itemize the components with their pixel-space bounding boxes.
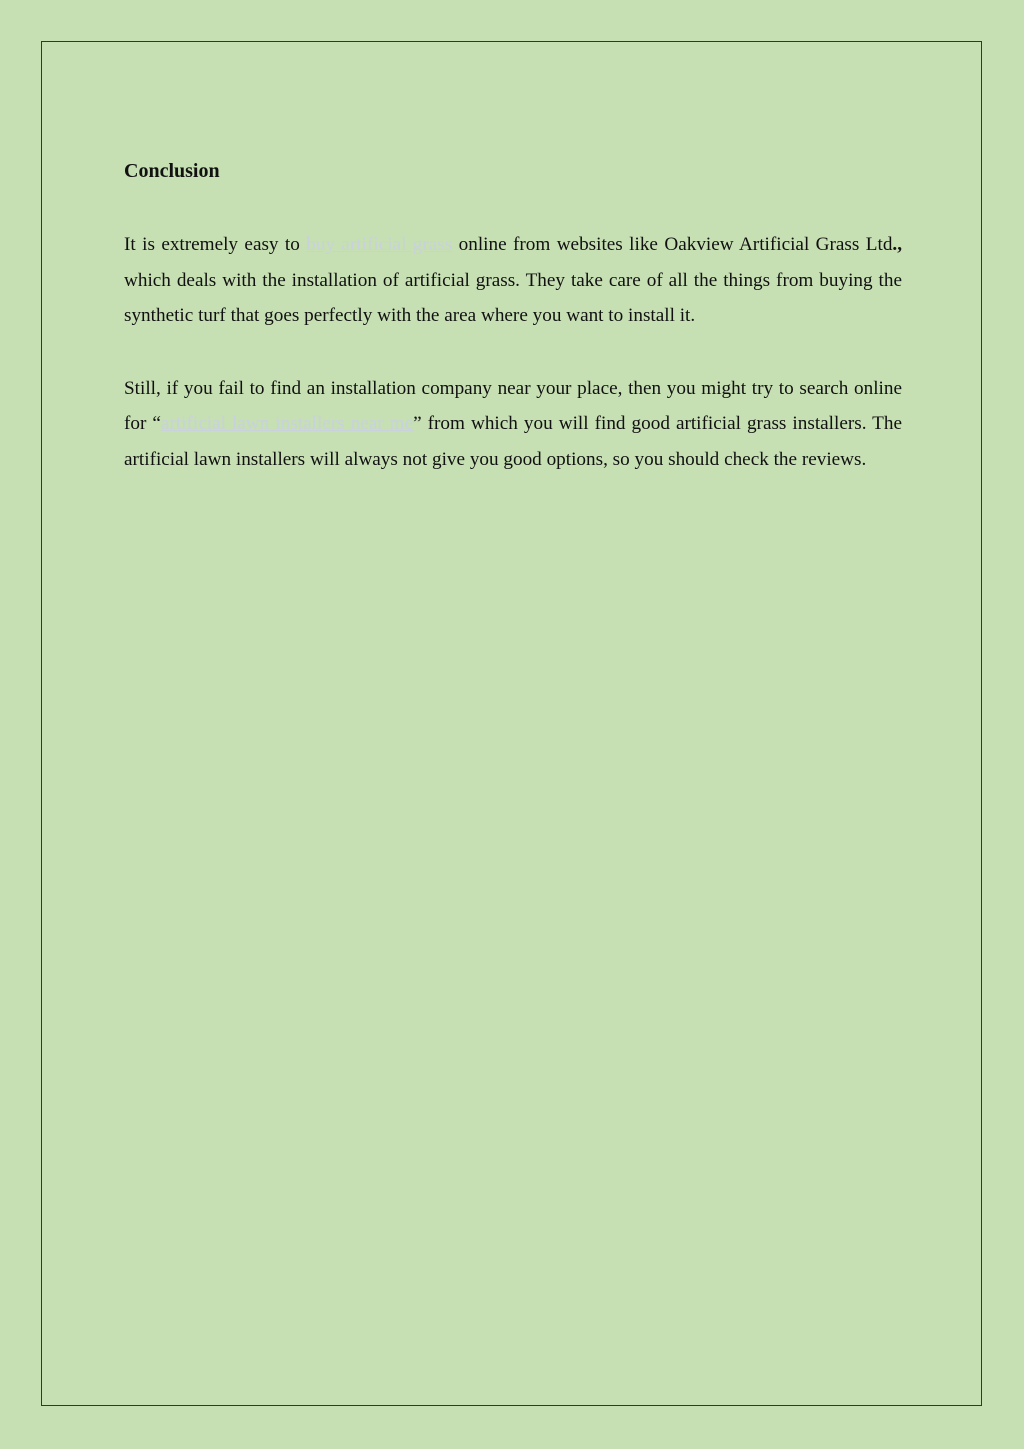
lawn-installers-near-me-link[interactable]: artificial lawn installers near me [160,413,414,434]
paragraph-1-text-end: which deals with the installation of artificial grass. They take care of all the things from buying the synthetic turf that goes perfectly with the area where you want to install it. [124,269,902,326]
paragraph-1-bold-punctuation: ., [892,234,903,255]
paragraph-1-text-middle: online from websites like Oakview Artificial Grass Ltd [452,234,893,255]
paragraph-1-text-start: It is extremely easy to [124,234,307,255]
buy-artificial-grass-link[interactable]: buy artificial grass [306,234,453,255]
paragraph-2 [124,371,902,478]
paragraph-1 [124,227,902,334]
document-body [124,157,902,514]
paragraph-2-text-end: ” from which you will find good artificial grass installers. The artificial lawn installers will always not give you good options, so you should check the reviews. [124,413,903,470]
section-heading: Conclusion [124,160,220,182]
paragraph-2-text-start: Still, if you fail to find an installation company near your place, then you might try to search online for “ [124,377,902,434]
